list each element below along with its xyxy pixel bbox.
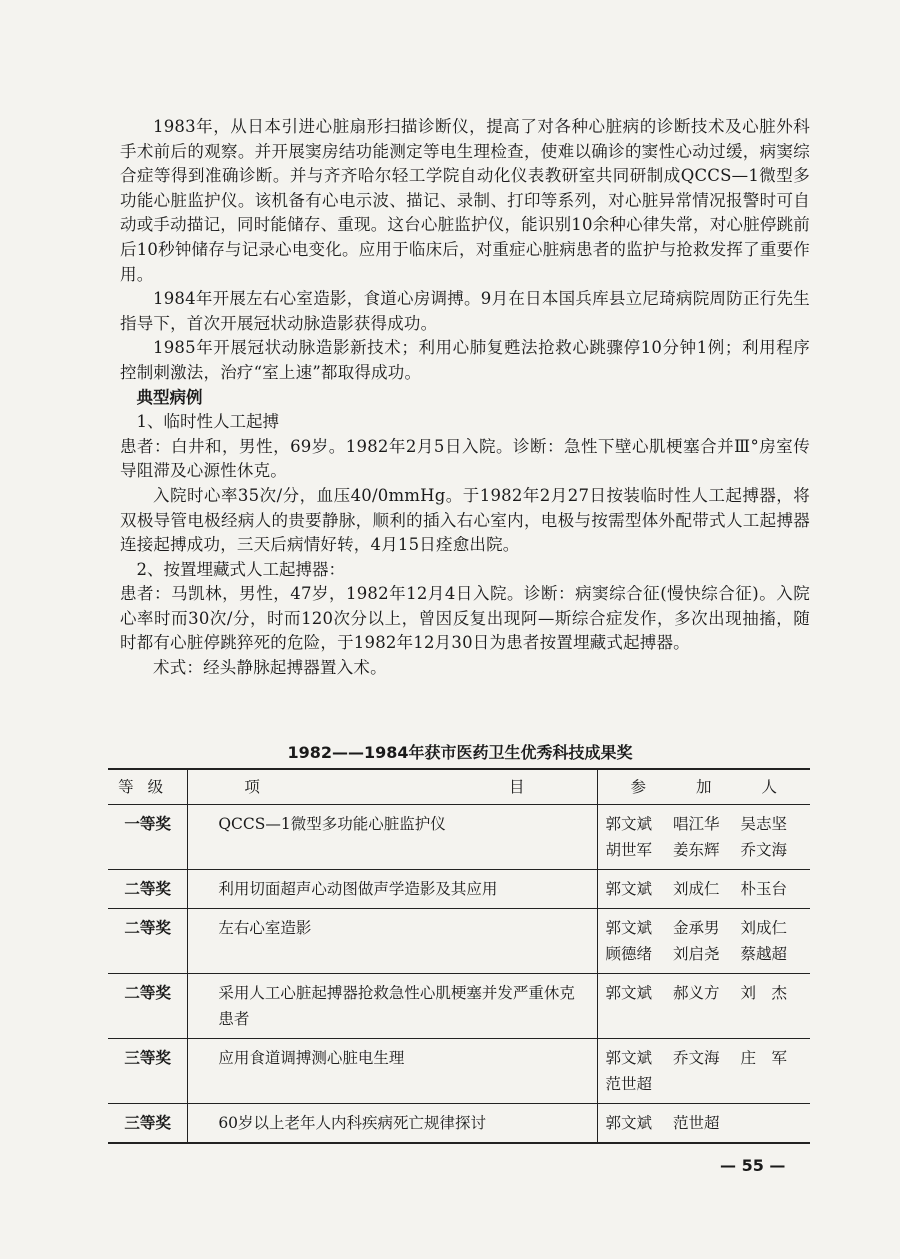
header-project bbox=[188, 769, 597, 805]
award-project: 左右心室造影 bbox=[188, 909, 597, 974]
participant-name: 郭文斌 bbox=[605, 984, 653, 1002]
header-project-char-1: 项 bbox=[244, 778, 260, 796]
paragraph-1983: 1983年，从日本引进心脏扇形扫描诊断仪，提高了对各种心脏病的诊断技术及心脏外科手术前后的观察。并开展窦房结功能测定等电生理检查，使难以确诊的窦性心动过缓，病窦综合症等得到准确诊断。并与齐齐哈尔轻工学院自动化仪表教研室共同研制成QCCS—1微型多功能心脏监护仪。该机备有心电示波、描记、录制、打印等系列，对心脏异常情况报警时可自动或手动描记，同时能储存、重现。这台心脏监护仪，能识别10余种心律失常，对心脏停跳前后10秒钟储存与记录心电变化。应用于临床后，对重症心脏病患者的监护与抢救发挥了重要作用。 bbox=[120, 117, 810, 284]
award-level: 二等奖 bbox=[108, 870, 188, 909]
header-project-char-2: 目 bbox=[509, 778, 525, 796]
participant-name: 郝义方 bbox=[673, 984, 720, 1002]
participant-name: 顾德绪 bbox=[605, 945, 653, 963]
participant-name: 刘启尧 bbox=[673, 945, 720, 963]
participant-name: 乔文海 bbox=[740, 841, 788, 859]
body-text bbox=[120, 115, 810, 681]
award-participants bbox=[597, 974, 810, 1039]
participant-name: 姜东辉 bbox=[673, 841, 720, 859]
participant-name: 郭文斌 bbox=[605, 919, 653, 937]
participant-name: 郭文斌 bbox=[605, 1049, 653, 1067]
case1-title: 1、临时性人工起搏 bbox=[136, 412, 279, 432]
participant-name: 刘成仁 bbox=[740, 919, 788, 937]
participant-name: 范世超 bbox=[673, 1114, 720, 1132]
header-participants bbox=[597, 769, 810, 805]
award-level: 二等奖 bbox=[108, 974, 188, 1039]
section-heading: 典型病例 bbox=[136, 387, 203, 407]
participant-name: 乔文海 bbox=[673, 1049, 720, 1067]
award-project: 采用人工心脏起搏器抢救急性心肌梗塞并发严重休克患者 bbox=[188, 974, 597, 1039]
header-level: 等级 bbox=[108, 769, 188, 805]
header-people-char-2: 加 bbox=[696, 778, 712, 796]
participant-name: 蔡越超 bbox=[740, 945, 788, 963]
award-level: 三等奖 bbox=[108, 1039, 188, 1104]
table-row bbox=[108, 805, 810, 870]
participant-name: 郭文斌 bbox=[605, 815, 653, 833]
award-participants bbox=[597, 1104, 810, 1144]
header-people-char-1: 参 bbox=[630, 778, 647, 796]
table-title: 1982——1984年获市医药卫生优秀科技成果奖 bbox=[287, 743, 633, 762]
header-people-char-3: 人 bbox=[761, 778, 778, 796]
participant-name: 郭文斌 bbox=[605, 1114, 653, 1132]
case2-procedure: 术式：经头静脉起搏器置入术。 bbox=[153, 658, 387, 678]
case1-patient: 患者：白井和，男性，69岁。1982年2月5日入院。诊断：急性下壁心肌梗塞合并Ⅲ°房室传导阻滞及心源性休克。 bbox=[120, 436, 810, 481]
table-header-row bbox=[108, 769, 810, 805]
table-row bbox=[108, 909, 810, 974]
case1-treatment: 入院时心率35次/分，血压40/0mmHg。于1982年2月27日按装临时性人工起搏器，将双极导管电极经病人的贵要静脉，顺利的插入右心室内，电极与按需型体外配带式人工起搏器连接起搏成功，三天后病情好转，4月15日痊愈出院。 bbox=[120, 485, 810, 555]
award-participants bbox=[597, 870, 810, 909]
page-number: — 55 — bbox=[720, 1156, 786, 1175]
table-row bbox=[108, 870, 810, 909]
award-level: 二等奖 bbox=[108, 909, 188, 974]
award-project: QCCS—1微型多功能心脏监护仪 bbox=[188, 805, 597, 870]
participant-name: 唱江华 bbox=[673, 815, 720, 833]
award-level: 一等奖 bbox=[108, 805, 188, 870]
participant-name: 金承男 bbox=[673, 919, 720, 937]
participant-name: 庄 军 bbox=[740, 1049, 788, 1067]
participant-name: 郭文斌 bbox=[605, 880, 653, 898]
award-participants bbox=[597, 805, 810, 870]
award-project: 60岁以上老年人内科疾病死亡规律探讨 bbox=[188, 1104, 597, 1144]
table-row bbox=[108, 1104, 810, 1144]
case2-patient: 患者：马凯林，男性，47岁，1982年12月4日入院。诊断：病窦综合征(慢快综合征)。入院心率时而30次/分，时而120次分以上，曾因反复出现阿—斯综合症发作，多次出现抽搐，随时都有心脏停跳猝死的危险，于1982年12月30日为患者按置埋藏式起搏器。 bbox=[120, 584, 810, 653]
award-project: 利用切面超声心动图做声学造影及其应用 bbox=[188, 870, 597, 909]
participant-name: 朴玉台 bbox=[740, 880, 788, 898]
table-row bbox=[108, 974, 810, 1039]
award-project: 应用食道调搏测心脏电生理 bbox=[188, 1039, 597, 1104]
table-row bbox=[108, 1039, 810, 1104]
participant-name: 胡世军 bbox=[605, 841, 653, 859]
participant-name: 刘 杰 bbox=[740, 984, 788, 1002]
award-participants bbox=[597, 1039, 810, 1104]
participant-name: 范世超 bbox=[605, 1075, 653, 1093]
participant-name: 吴志坚 bbox=[740, 815, 788, 833]
award-participants bbox=[597, 909, 810, 974]
case2-title: 2、按置埋藏式人工起搏器： bbox=[136, 559, 345, 579]
awards-table bbox=[108, 768, 810, 1144]
award-level: 三等奖 bbox=[108, 1104, 188, 1144]
paragraph-1984: 1984年开展左右心室造影，食道心房调搏。9月在日本国兵库县立尼琦病院周防正行先生指导下，首次开展冠状动脉造影获得成功。 bbox=[120, 289, 810, 333]
paragraph-1985: 1985年开展冠状动脉造影新技术；利用心肺复甦法抢救心跳骤停10分钟1例；利用程序控制刺激法，治疗“室上速”都取得成功。 bbox=[120, 338, 810, 382]
participant-name: 刘成仁 bbox=[673, 880, 720, 898]
